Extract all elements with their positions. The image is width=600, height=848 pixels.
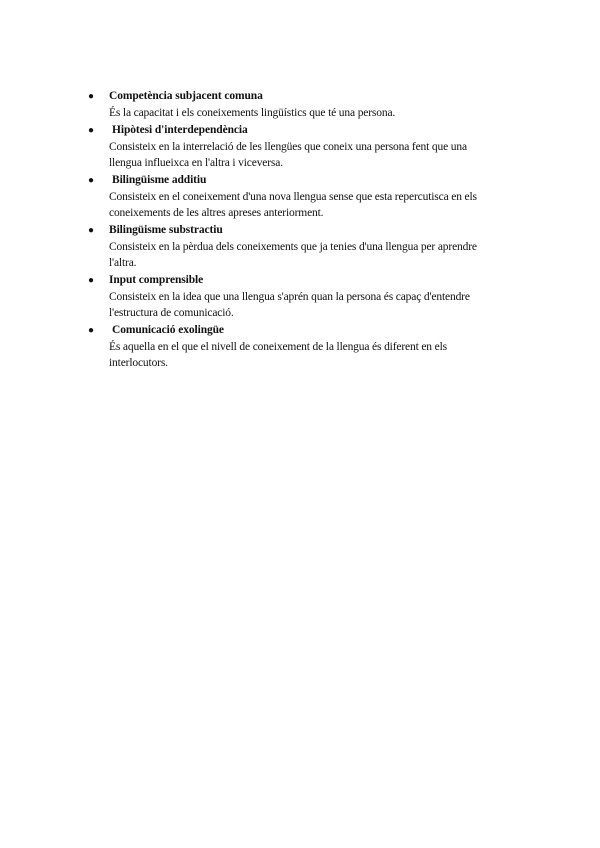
bullet-icon: ●	[88, 324, 95, 336]
term-description: Consisteix en la interrelació de les llengües que coneix una persona fent que una llengua influeixca en l'altra i viceversa.	[109, 140, 467, 169]
list-item	[88, 272, 518, 322]
term-description: Consisteix en el coneixement d'una nova llengua sense que esta repercutisca en els coneixements de les altres apreses anteriorment.	[109, 190, 477, 219]
term-title: Competència subjacent comuna	[109, 90, 263, 102]
bullet-icon: ●	[88, 91, 95, 102]
term-description: Consisteix en la idea que una llengua s'aprén quan la persona és capaç d'entendre l'estructura de comunicació.	[109, 290, 470, 319]
list-item	[88, 122, 518, 172]
term-description: És aquella en el que el nivell de coneixement de la llengua és diferent en els interlocutors.	[109, 340, 447, 369]
term-title: Bilingüisme substractiu	[109, 223, 223, 236]
term-title: Input comprensible	[109, 273, 204, 286]
bullet-icon: ●	[88, 224, 95, 236]
list-item	[88, 172, 518, 222]
term-title: Bilingüisme additiu	[112, 173, 207, 186]
bullet-icon: ●	[88, 124, 95, 136]
term-description: Consisteix en la pèrdua dels coneixements que ja tenies d'una llengua per aprendre l'altra.	[109, 240, 477, 269]
term-title: Comunicació exolingüe	[112, 323, 224, 336]
list-item	[88, 322, 518, 372]
bullet-icon: ●	[88, 174, 95, 186]
bullet-icon: ●	[88, 274, 95, 286]
term-description: És la capacitat i els coneixements lingüístics que té una persona.	[109, 107, 396, 119]
list-item	[88, 88, 518, 122]
definitions-list	[88, 88, 518, 372]
term-title: Hipòtesi d'interdependència	[112, 123, 248, 136]
list-item	[88, 222, 518, 272]
